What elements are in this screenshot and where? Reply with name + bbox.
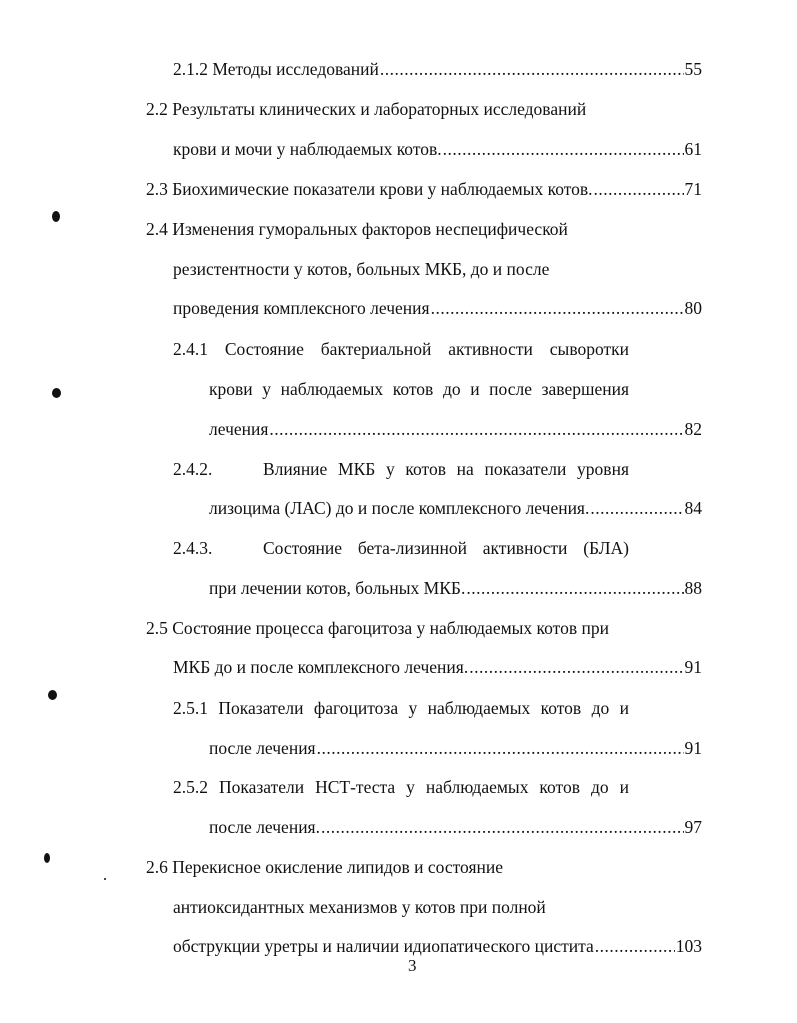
toc-entry-2-6-line2: антиоксидантных механизмов у котов при полной <box>173 897 546 917</box>
toc-entry-title: лизоцима (ЛАС) до и после комплексного лечения. <box>209 498 590 518</box>
dot-leader <box>269 418 683 440</box>
dot-leader <box>380 58 684 80</box>
toc-entry-title: крови и мочи у наблюдаемых котов. <box>173 139 442 159</box>
toc-page-number: 61 <box>684 139 702 159</box>
toc-entry-2-4-2-number: 2.4.2. <box>173 459 213 479</box>
toc-page-number: 71 <box>684 179 702 199</box>
toc-entry-2-4 <box>173 297 702 319</box>
dot-leader <box>466 577 683 599</box>
toc-page-number: 88 <box>684 578 702 598</box>
toc-entry-2-4-2 <box>209 497 702 519</box>
toc-entry-2-3 <box>146 178 702 200</box>
toc-entry-2-2-line1: 2.2 Результаты клинических и лабораторных исследований <box>146 99 587 119</box>
toc-entry-2-5-1 <box>209 737 702 759</box>
dot-leader <box>321 816 684 838</box>
toc-page-number: 82 <box>684 419 702 439</box>
toc-entry-2-6-line1: 2.6 Перекисное окисление липидов и состояние <box>146 857 503 877</box>
toc-entry-title: 2.1.2 Методы исследований <box>173 59 379 79</box>
toc-entry-2-6 <box>173 935 702 957</box>
dot-leader <box>595 935 675 957</box>
toc-entry-2-2 <box>173 138 702 160</box>
toc-entry-2-5-line1: 2.5 Состояние процесса фагоцитоза у наблюдаемых котов при <box>146 618 609 638</box>
toc-entry-2-5-2-line1: 2.5.2 Показатели НСТ-теста у наблюдаемых котов до и <box>173 777 629 797</box>
scan-mark <box>104 878 106 880</box>
toc-entry-title: МКБ до и после комплексного лечения. <box>173 657 469 677</box>
dot-leader <box>443 138 684 160</box>
toc-entry-2-5-2 <box>209 816 702 838</box>
toc-entry-2-5-1-line1: 2.5.1 Показатели фагоцитоза у наблюдаемых котов до и <box>173 698 629 718</box>
toc-page-number: 80 <box>684 298 702 318</box>
toc-entry-2-4-line1: 2.4 Изменения гуморальных факторов неспецифической <box>146 219 568 239</box>
toc-entry-title: 2.3 Биохимические показатели крови у наблюдаемых котов. <box>146 179 593 199</box>
toc-page-number: 91 <box>684 657 702 677</box>
toc-entry-2-4-3-number: 2.4.3. <box>173 538 213 558</box>
toc-entry-2-4-3 <box>209 577 702 599</box>
dot-leader <box>317 737 684 759</box>
toc-page-number: 97 <box>684 817 702 837</box>
scan-mark <box>52 211 60 222</box>
toc-entry-2-1-2 <box>173 58 702 80</box>
toc-entry-title: лечения <box>209 419 269 439</box>
page-number: 3 <box>408 956 417 975</box>
toc-entry-2-4-3-line1: Состояние бета-лизинной активности (БЛА) <box>263 538 629 558</box>
toc-page-number: 55 <box>684 59 702 79</box>
scan-mark <box>52 388 61 398</box>
dot-leader <box>594 178 684 200</box>
toc-page-number: 91 <box>684 738 702 758</box>
toc-entry-title: после лечения <box>209 738 316 758</box>
dot-leader <box>431 297 684 319</box>
toc-entry-title: обструкции уретры и наличии идиопатического цистита <box>173 936 594 956</box>
scan-mark <box>48 690 57 700</box>
dot-leader <box>469 656 683 678</box>
scan-mark <box>44 853 50 863</box>
toc-entry-title: при лечении котов, больных МКБ. <box>209 578 466 598</box>
dot-leader <box>590 497 683 519</box>
toc-entry-title: проведения комплексного лечения <box>173 298 430 318</box>
toc-page-number: 103 <box>675 936 702 956</box>
toc-entry-2-4-1-line2: крови у наблюдаемых котов до и после завершения <box>209 379 629 399</box>
toc-entry-2-5 <box>173 656 702 678</box>
toc-entry-2-4-2-line1: Влияние МКБ у котов на показатели уровня <box>263 459 629 479</box>
toc-entry-title: после лечения. <box>209 817 320 837</box>
toc-entry-2-4-1 <box>209 418 702 440</box>
toc-entry-2-4-line2: резистентности у котов, больных МКБ, до и после <box>173 259 550 279</box>
toc-page-number: 84 <box>684 498 702 518</box>
toc-entry-2-4-1-line1: 2.4.1 Состояние бактериальной активности сыворотки <box>173 339 629 359</box>
